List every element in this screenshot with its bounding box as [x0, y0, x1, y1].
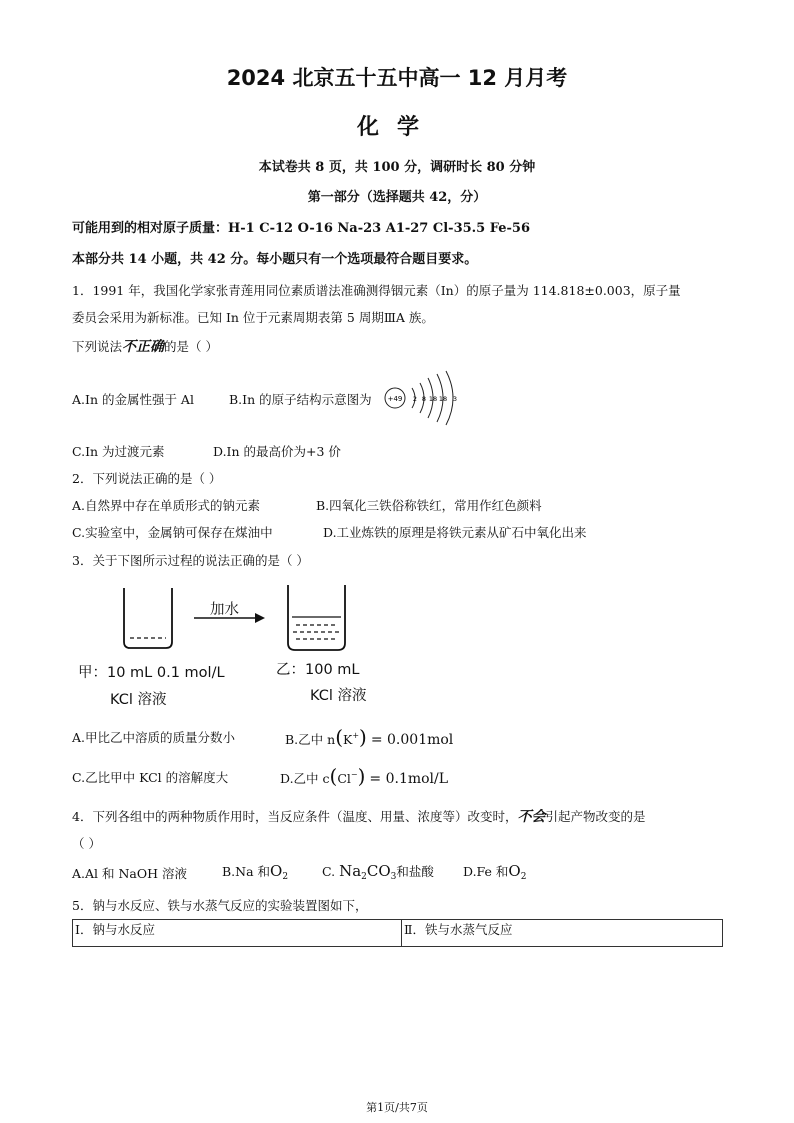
q3-option-b-prefix: B.乙中 n	[285, 732, 336, 747]
exam-info: 本试卷共 8 页，共 100 分，调研时长 80 分钟	[258, 160, 536, 175]
q3-option-d-charge: −	[350, 770, 358, 779]
q1-option-c: C.In 为过渡元素	[72, 444, 165, 459]
beaker-jia-label-line1: 甲：10 mL 0.1 mol/L	[78, 665, 225, 681]
q1-stem-line2: 委员会采用为新标准。已知 In 位于元素周期表第 5 周期ⅢA 族。	[72, 310, 434, 325]
shell-count-5: 3	[452, 395, 458, 403]
q3-option-d-value: = 0.1mol/L	[369, 771, 449, 787]
q1-option-b: B.In 的原子结构示意图为	[229, 392, 372, 407]
q4-option-d	[463, 862, 526, 882]
q4-option-b	[222, 862, 288, 882]
q1-prompt-after: 的是（ ）	[164, 339, 218, 354]
shell-count-1: 2	[412, 395, 418, 403]
q3-option-b-value: = 0.001mol	[370, 732, 454, 748]
q2-option-b: B.四氧化三铁俗称铁红，常用作红色颜料	[316, 498, 542, 513]
q4-option-c	[322, 862, 434, 882]
page-number: 第1页/共7页	[366, 1101, 428, 1114]
section-instructions: 本部分共 14 小题，共 42 分。每小题只有一个选项最符合题目要求。	[72, 252, 478, 267]
q4-option-c-formula1: Na	[339, 862, 362, 880]
q3-option-a: A.甲比乙中溶质的质量分数小	[72, 730, 236, 745]
beaker-yi-label-line1: 乙：100 mL	[276, 662, 360, 678]
arrow-head	[255, 613, 265, 623]
q1-prompt	[72, 336, 218, 356]
q4-option-c-formula2: CO	[366, 862, 391, 880]
q4-option-a: A.Al 和 NaOH 溶液	[72, 866, 187, 881]
q3-option-d-ion: Cl	[337, 771, 351, 786]
q3-option-c: C.乙比甲中 KCl 的溶解度大	[72, 770, 229, 785]
shell-count-3: 18	[428, 395, 438, 403]
q4-paren: （ ）	[72, 836, 101, 851]
subject-title: 化学	[356, 115, 437, 140]
exam-title: 2024 北京五十五中高一 12 月月考	[226, 66, 568, 90]
q1-option-d: D.In 的最高价为+3 价	[213, 444, 341, 459]
q4-option-b-formula: O	[270, 862, 283, 880]
q5-apparatus-table	[72, 919, 723, 947]
q2-option-d: D.工业炼铁的原理是将铁元素从矿石中氧化出来	[323, 525, 587, 540]
q3-option-b-ion: K	[343, 732, 353, 747]
table-cell-iron-steam: Ⅱ．铁与水蒸气反应	[402, 920, 723, 947]
beaker-yi-label-line2: KCl 溶液	[310, 688, 367, 704]
q4-option-b-sub: 2	[282, 872, 289, 882]
nucleus-label: +49	[387, 395, 403, 403]
q3-option-b-charge: +	[352, 731, 360, 740]
arrow-label: 加水	[210, 602, 239, 618]
q3-stem: 3．关于下图所示过程的说法正确的是（ ）	[72, 553, 309, 568]
q4-stem-before: 4．下列各组中的两种物质作用时，当反应条件（温度、用量、浓度等）改变时，	[72, 809, 518, 824]
q5-stem: 5．钠与水反应、铁与水蒸气反应的实验装置图如下，	[72, 898, 368, 913]
q1-option-a: A.In 的金属性强于 Al	[72, 392, 194, 407]
q1-stem-line1: 1．1991 年，我国化学家张青莲用同位素质谱法准确测得铟元素（In）的原子量为 114.818±0.003，原子量	[72, 283, 681, 298]
q2-option-a: A.自然界中存在单质形式的钠元素	[72, 498, 261, 513]
beaker-jia-label-line2: KCl 溶液	[110, 692, 167, 708]
q4-option-d-sub: 2	[520, 872, 527, 882]
q4-stem-emphasis: 不会	[517, 809, 546, 825]
shell-count-2: 8	[421, 395, 427, 403]
q4-option-c-sub2: 3	[390, 872, 397, 882]
q1-prompt-before: 下列说法	[72, 339, 123, 354]
q3-option-b: B.乙中 n(K+) = 0.001mol	[285, 725, 454, 749]
q4-option-c-sub1: 2	[361, 872, 367, 882]
part-heading: 第一部分（选择题共 42，分）	[307, 190, 487, 205]
q2-stem: 2．下列说法正确的是（ ）	[72, 471, 222, 486]
q4-option-b-prefix: B.Na 和	[222, 864, 271, 879]
q4-option-c-prefix: C.	[322, 864, 336, 879]
q4-option-d-prefix: D.Fe 和	[463, 864, 509, 879]
table-cell-sodium-water: Ⅰ．钠与水反应	[73, 920, 402, 947]
q4-option-d-formula: O	[508, 862, 521, 880]
table-row	[73, 920, 723, 947]
dilution-diagram	[110, 580, 370, 660]
beaker-jia	[124, 588, 172, 648]
q3-option-d-prefix: D.乙中 c	[280, 771, 330, 786]
q4-stem-after: 引起产物改变的是	[545, 809, 646, 824]
q4-option-c-suffix: 和盐酸	[396, 864, 434, 879]
atomic-masses: 可能用到的相对原子质量：H-1 C-12 O-16 Na-23 A1-27 Cl-35.5 Fe-56	[72, 221, 531, 236]
q2-option-c: C.实验室中，金属钠可保存在煤油中	[72, 525, 273, 540]
atomic-structure-diagram	[382, 368, 472, 428]
q3-option-d: D.乙中 c(Cl−) = 0.1mol/L	[280, 764, 449, 788]
q1-prompt-emphasis: 不正确	[122, 339, 165, 355]
q4-stem	[72, 806, 645, 826]
shell-count-4: 18	[438, 395, 448, 403]
